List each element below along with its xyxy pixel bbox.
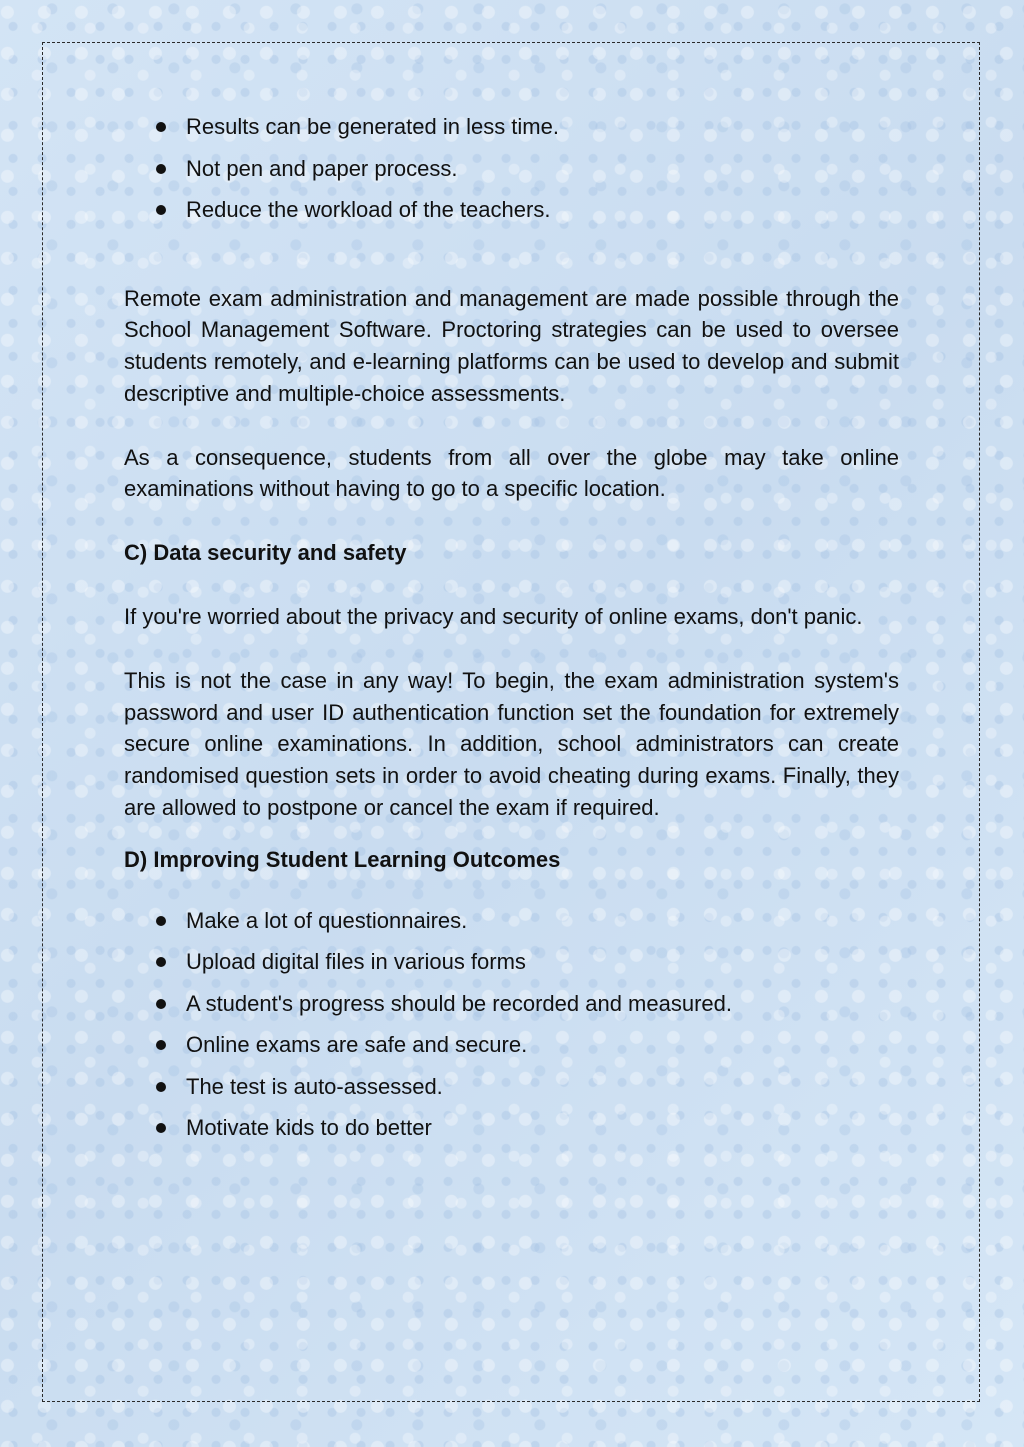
- list-item: Not pen and paper process.: [156, 148, 899, 190]
- bullet-icon: [156, 122, 166, 132]
- bullet-icon: [156, 1082, 166, 1092]
- bullet-icon: [156, 957, 166, 967]
- list-item: Results can be generated in less time.: [156, 106, 899, 148]
- paragraph-remote-exams: Remote exam administration and management are made possible through the School Management Software. Proctoring strategies can be used to oversee students remotely, and e-learning platforms can be used to develop and submit descriptive and multiple-choice assessments.: [124, 285, 899, 406]
- list-item: Motivate kids to do better: [156, 1107, 899, 1149]
- list-item: Reduce the workload of the teachers.: [156, 189, 899, 231]
- bullet-icon: [156, 205, 166, 215]
- paragraph-authentication: This is not the case in any way! To begin, the exam administration system's password and user ID authentication function set the foundation for extremely secure online examinations. In addition, school administrators can create randomised question sets in order to avoid cheating during exams. Finally, they are allowed to postpone or cancel the exam if required.: [124, 667, 899, 821]
- bullet-icon: [156, 164, 166, 174]
- paragraph-privacy: If you're worried about the privacy and security of online exams, don't panic.: [124, 604, 863, 630]
- list-item: Upload digital files in various forms: [156, 941, 899, 983]
- document-body: [124, 106, 899, 1149]
- bullet-icon: [156, 999, 166, 1009]
- bullet-icon: [156, 1040, 166, 1050]
- section-heading-learning-outcomes: D) Improving Student Learning Outcomes: [124, 846, 561, 872]
- list-item: Online exams are safe and secure.: [156, 1024, 899, 1066]
- outcomes-list: [124, 900, 899, 1149]
- list-item: The test is auto-assessed.: [156, 1066, 899, 1108]
- paragraph-consequence: As a consequence, students from all over the globe may take online examinations without having to go to a specific location.: [124, 444, 899, 502]
- bullet-icon: [156, 916, 166, 926]
- list-item: A student's progress should be recorded and measured.: [156, 983, 899, 1025]
- benefits-list: [124, 106, 899, 231]
- list-item: Make a lot of questionnaires.: [156, 900, 899, 942]
- section-heading-data-security: C) Data security and safety: [124, 540, 407, 566]
- bullet-icon: [156, 1123, 166, 1133]
